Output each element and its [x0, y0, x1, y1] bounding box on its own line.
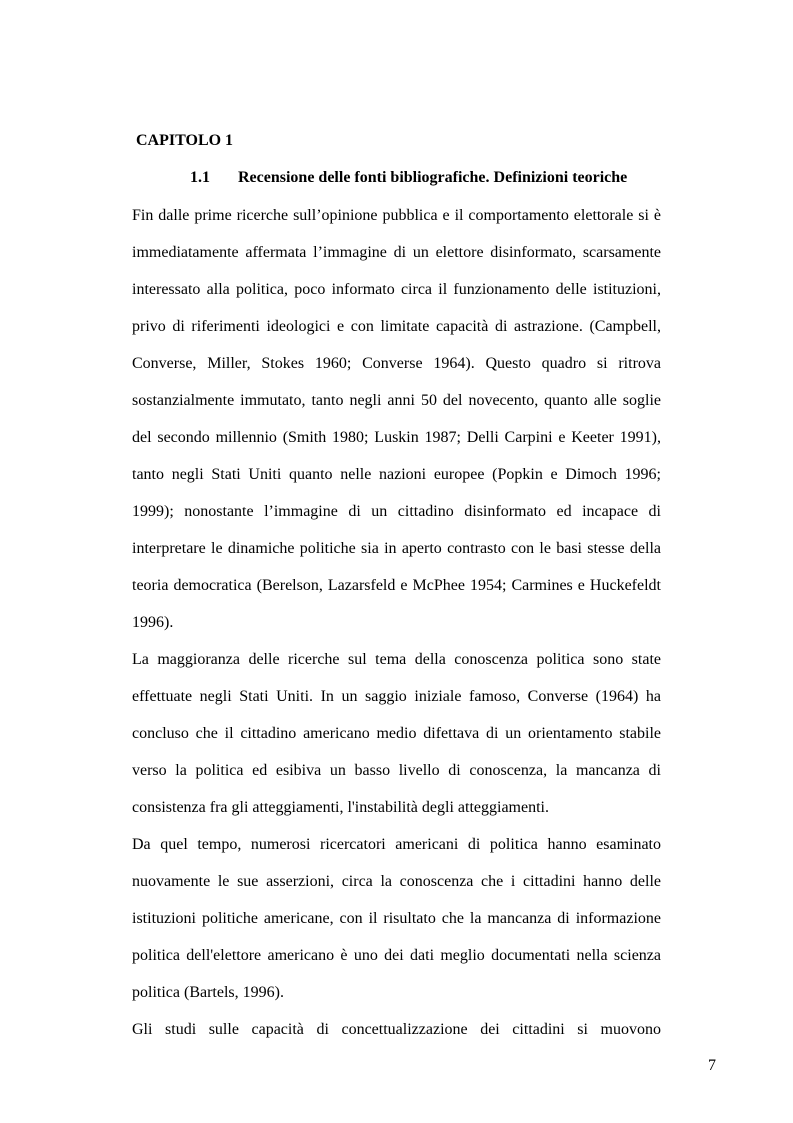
- text-line: La maggioranza delle ricerche sul tema della conoscenza politica sono state: [132, 651, 661, 668]
- text-line: del secondo millennio (Smith 1980; Luskin 1987; Delli Carpini e Keeter 1991),: [132, 429, 661, 446]
- body-text: [132, 202, 661, 1053]
- text-line: politica dell'elettore americano è uno dei dati meglio documentati nella scienza: [132, 947, 661, 964]
- text-line: 1999); nonostante l’immagine di un cittadino disinformato ed incapace di: [132, 503, 661, 520]
- text-line: Da quel tempo, numerosi ricercatori americani di politica hanno esaminato: [132, 836, 661, 853]
- text-line: sostanzialmente immutato, tanto negli anni 50 del novecento, quanto alle soglie: [132, 392, 661, 409]
- text-line: interpretare le dinamiche politiche sia in aperto contrasto con le basi stesse della: [132, 540, 661, 557]
- text-line: nuovamente le sue asserzioni, circa la conoscenza che i cittadini hanno delle: [132, 873, 661, 890]
- text-line: politica (Bartels, 1996).: [132, 984, 284, 1001]
- text-line: immediatamente affermata l’immagine di un elettore disinformato, scarsamente: [132, 244, 661, 261]
- text-line: 1996).: [132, 614, 174, 631]
- text-line: istituzioni politiche americane, con il risultato che la mancanza di informazione: [132, 910, 661, 927]
- section-heading: [190, 168, 627, 188]
- text-line: privo di riferimenti ideologici e con limitate capacità di astrazione. (Campbell,: [132, 318, 661, 335]
- text-line: Fin dalle prime ricerche sull’opinione pubblica e il comportamento elettorale si è: [132, 207, 661, 224]
- text-line: interessato alla politica, poco informato circa il funzionamento delle istituzioni,: [132, 281, 661, 298]
- page-number: 7: [708, 1057, 716, 1074]
- text-line: concluso che il cittadino americano medio difettava di un orientamento stabile: [132, 725, 661, 742]
- text-line: consistenza fra gli atteggiamenti, l'instabilità degli atteggiamenti.: [132, 799, 549, 816]
- text-line: Gli studi sulle capacità di concettualizzazione dei cittadini si muovono: [132, 1021, 661, 1038]
- section-number: 1.1: [190, 169, 210, 186]
- text-line: verso la politica ed esibiva un basso livello di conoscenza, la mancanza di: [132, 762, 661, 779]
- section-title: Recensione delle fonti bibliografiche. Definizioni teoriche: [238, 169, 628, 186]
- text-line: effettuate negli Stati Uniti. In un saggio iniziale famoso, Converse (1964) ha: [132, 688, 661, 705]
- text-line: tanto negli Stati Uniti quanto nelle nazioni europee (Popkin e Dimoch 1996;: [132, 466, 661, 483]
- chapter-title: CAPITOLO 1: [136, 132, 234, 149]
- text-line: Converse, Miller, Stokes 1960; Converse 1964). Questo quadro si ritrova: [132, 355, 661, 372]
- text-line: teoria democratica (Berelson, Lazarsfeld e McPhee 1954; Carmines e Huckefeldt: [132, 577, 661, 594]
